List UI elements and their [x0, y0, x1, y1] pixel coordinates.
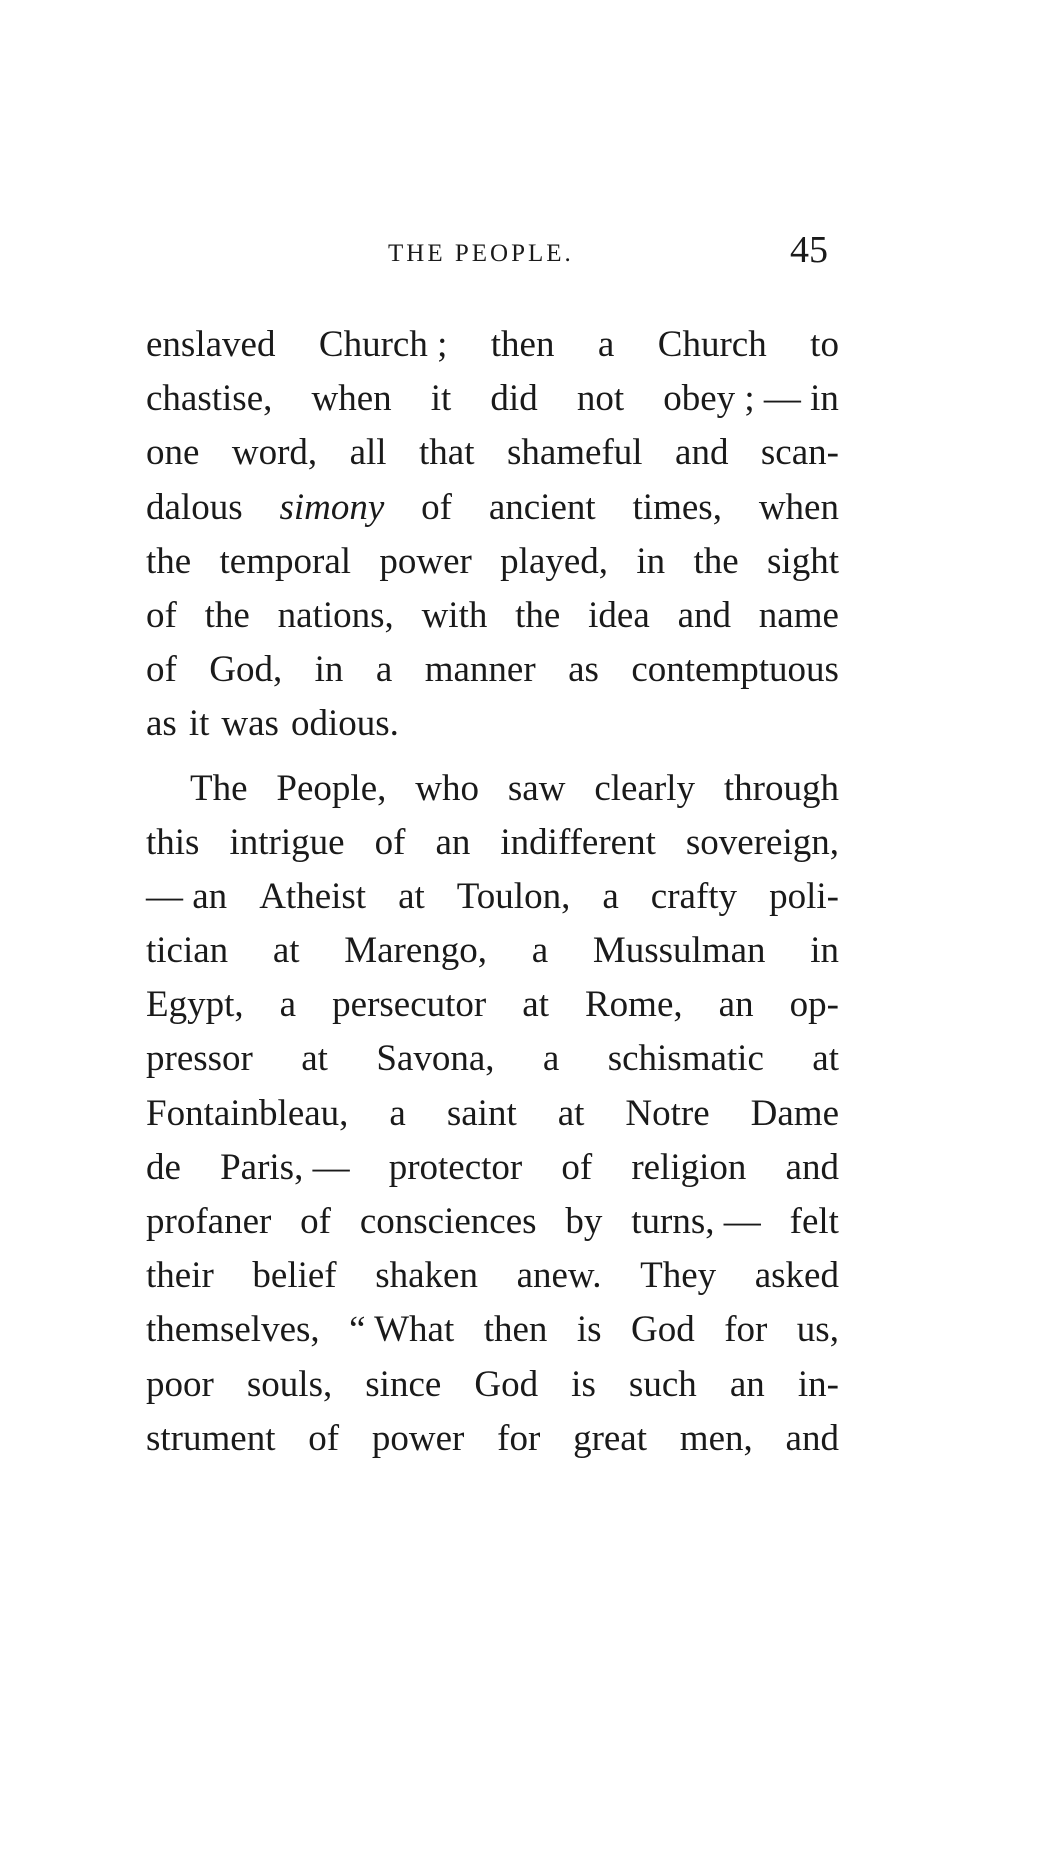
- word: nations,: [277, 594, 394, 636]
- word: strument: [146, 1417, 276, 1459]
- word: manner: [424, 649, 536, 691]
- word: intrigue: [229, 821, 345, 863]
- word: it: [188, 703, 210, 745]
- word: dalous: [146, 486, 243, 528]
- word: a: [531, 930, 549, 972]
- text-line: [146, 816, 839, 870]
- word: Savona,: [376, 1038, 495, 1080]
- word: chastise,: [146, 378, 273, 420]
- word: God: [474, 1363, 539, 1405]
- word: God,: [209, 649, 283, 691]
- word: of: [308, 1417, 340, 1459]
- word: of: [374, 821, 406, 863]
- text-line: [146, 1303, 839, 1357]
- word: shaken: [375, 1255, 478, 1297]
- word: as: [568, 649, 599, 691]
- word: Church: [657, 324, 767, 365]
- word: — an: [146, 875, 228, 917]
- text-line: [146, 762, 839, 816]
- word: a: [375, 649, 393, 691]
- word: saint: [446, 1092, 517, 1134]
- word: felt: [789, 1201, 839, 1242]
- word: crafty: [650, 875, 738, 917]
- running-head: [0, 228, 1055, 278]
- word: of: [421, 486, 452, 528]
- word: People,: [276, 767, 387, 809]
- word: as: [146, 703, 177, 745]
- word: consciences: [359, 1201, 537, 1242]
- word: that: [419, 432, 475, 474]
- word: since: [365, 1363, 442, 1405]
- paragraph-gap: [146, 752, 839, 762]
- word: who: [415, 767, 479, 809]
- text-line: [146, 589, 839, 643]
- word: Mussulman: [592, 930, 766, 972]
- text-line: [146, 978, 839, 1032]
- word: idea: [588, 594, 650, 636]
- text-line: [146, 643, 839, 697]
- word: name: [758, 594, 839, 636]
- text-line: [146, 481, 839, 535]
- word: it: [430, 378, 452, 420]
- word: Egypt,: [146, 984, 244, 1026]
- word: ancient: [488, 486, 596, 528]
- word: “ What: [349, 1309, 455, 1351]
- word: at: [398, 875, 425, 917]
- word: the: [693, 540, 739, 582]
- word: then: [490, 324, 555, 365]
- word: themselves,: [146, 1309, 320, 1351]
- word: and: [675, 432, 729, 474]
- word: They: [640, 1255, 717, 1297]
- paragraph: [146, 318, 839, 752]
- running-title: THE PEOPLE.: [388, 240, 574, 267]
- word: is: [571, 1363, 596, 1405]
- word: a: [597, 324, 615, 365]
- word: the: [204, 594, 250, 636]
- word: asked: [754, 1255, 839, 1297]
- word: belief: [252, 1255, 337, 1297]
- paragraph: [146, 762, 839, 1466]
- word: anew.: [516, 1255, 602, 1297]
- word: schismatic: [607, 1038, 764, 1080]
- word: The: [190, 767, 248, 809]
- word: did: [490, 378, 538, 420]
- word: religion: [631, 1146, 747, 1188]
- word: Marengo,: [344, 930, 488, 972]
- word: is: [576, 1309, 602, 1351]
- word: when: [758, 486, 839, 528]
- text-line: [146, 1412, 839, 1466]
- word: a: [602, 875, 619, 917]
- word: at: [812, 1038, 839, 1080]
- word: enslaved: [146, 324, 276, 365]
- word: profaner: [146, 1201, 272, 1242]
- word: was: [221, 703, 279, 745]
- word: and: [785, 1417, 839, 1459]
- word: Fontainbleau,: [146, 1092, 349, 1134]
- word: scan-: [760, 432, 839, 474]
- word: for: [724, 1309, 768, 1351]
- word: indifferent: [500, 821, 656, 863]
- word: all: [349, 432, 387, 474]
- word: souls,: [246, 1363, 333, 1405]
- word: a: [389, 1092, 406, 1134]
- word: times,: [632, 486, 722, 528]
- word: at: [557, 1092, 585, 1134]
- word: for: [497, 1417, 541, 1459]
- word: at: [301, 1038, 328, 1080]
- word: protector: [388, 1146, 523, 1188]
- text-line: [146, 1141, 839, 1195]
- word: through: [723, 767, 839, 809]
- word: when: [311, 378, 392, 420]
- body-text: [146, 318, 839, 1466]
- word: Atheist: [259, 875, 367, 917]
- word: sovereign,: [685, 821, 839, 863]
- word: Paris, —: [220, 1146, 350, 1188]
- text-line: [146, 1195, 839, 1249]
- word: obey ; — in: [663, 378, 839, 420]
- word: great: [573, 1417, 648, 1459]
- word: with: [421, 594, 488, 636]
- word: sight: [767, 540, 839, 582]
- word: de: [146, 1146, 181, 1188]
- word: Rome,: [585, 984, 683, 1026]
- text-line: [146, 1249, 839, 1303]
- word: us,: [796, 1309, 839, 1351]
- word: a: [542, 1038, 560, 1080]
- word: an: [435, 821, 471, 863]
- word: pressor: [146, 1038, 253, 1080]
- word: simony: [279, 486, 385, 528]
- word: in: [636, 540, 666, 582]
- word: an: [729, 1363, 765, 1405]
- word: of: [146, 594, 177, 636]
- word: Notre: [625, 1092, 710, 1134]
- word: to: [810, 324, 839, 365]
- word: odious.: [290, 703, 399, 745]
- word: and: [785, 1146, 839, 1188]
- word: then: [483, 1309, 548, 1351]
- word: in: [810, 930, 839, 972]
- word: saw: [507, 767, 566, 809]
- word: poor: [146, 1363, 214, 1405]
- word: the: [515, 594, 561, 636]
- word: power: [379, 540, 472, 582]
- word: an: [718, 984, 754, 1026]
- text-line: [146, 1358, 839, 1412]
- text-line: [146, 426, 839, 480]
- word: Toulon,: [456, 875, 571, 917]
- word: power: [371, 1417, 465, 1459]
- word: and: [677, 594, 731, 636]
- word: poli-: [769, 875, 839, 917]
- word: not: [576, 378, 625, 420]
- word: Church ;: [318, 324, 448, 365]
- word: of: [146, 649, 177, 691]
- word: word,: [231, 432, 318, 474]
- word: persecutor: [332, 984, 487, 1026]
- word: their: [146, 1255, 214, 1297]
- word: in: [314, 649, 344, 691]
- word: this: [146, 821, 200, 863]
- text-line: [146, 318, 839, 372]
- text-line: [146, 870, 839, 924]
- word: tician: [146, 930, 229, 972]
- text-line: [146, 1032, 839, 1086]
- word: contemptuous: [631, 649, 839, 691]
- word: shameful: [506, 432, 643, 474]
- word: played,: [500, 540, 609, 582]
- word: God: [631, 1309, 695, 1351]
- word: men,: [679, 1417, 753, 1459]
- word: the: [146, 540, 192, 582]
- word: at: [522, 984, 549, 1026]
- text-line: [146, 372, 839, 426]
- word: of: [300, 1201, 331, 1242]
- word: of: [561, 1146, 593, 1188]
- word: turns, —: [631, 1201, 761, 1242]
- word: Dame: [750, 1092, 839, 1134]
- text-line: [146, 924, 839, 978]
- word: by: [565, 1201, 603, 1242]
- word: a: [279, 984, 297, 1026]
- text-line: [146, 1087, 839, 1141]
- word: in-: [797, 1363, 839, 1405]
- word: temporal: [219, 540, 352, 582]
- word: one: [146, 432, 200, 474]
- word: op-: [789, 984, 839, 1026]
- word: at: [272, 930, 300, 972]
- word: clearly: [594, 767, 695, 809]
- text-line: [146, 697, 839, 751]
- page-number: 45: [790, 229, 828, 271]
- text-line: [146, 535, 839, 589]
- word: such: [628, 1363, 697, 1405]
